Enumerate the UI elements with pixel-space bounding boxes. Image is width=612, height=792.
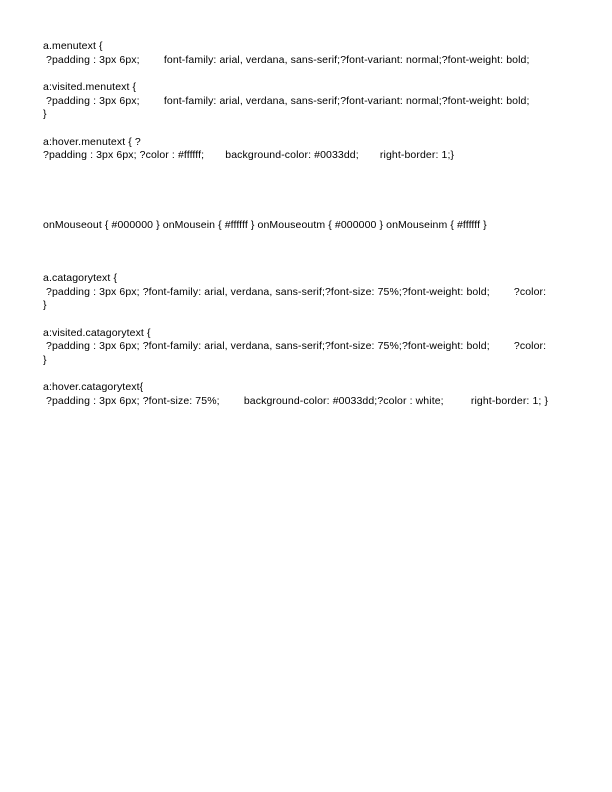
code-line: ?padding : 3px 6px; ?font-family: arial, verdana, sans-serif;?font-size: 75%;?font-weight: bold; ?color:	[43, 340, 547, 352]
code-line: a:hover.catagorytext{	[43, 381, 144, 393]
code-line: }	[43, 299, 47, 311]
code-line: a.catagorytext {	[43, 272, 118, 284]
css-rule-block-a-visited-menutext	[43, 81, 612, 122]
code-line: a.menutext {	[43, 40, 103, 52]
css-rule-block-a-menutext	[43, 40, 612, 67]
code-line: ?padding : 3px 6px; font-family: arial, verdana, sans-serif;?font-variant: normal;?font-weight: bold;	[43, 53, 530, 66]
code-line: ?padding : 3px 6px; font-family: arial, verdana, sans-serif;?font-variant: normal;?font-weight: bold;	[43, 94, 530, 107]
css-rule-block-a-catagorytext	[43, 272, 612, 313]
code-line: }	[43, 108, 47, 120]
css-rule-block-a-hover-menutext	[43, 136, 612, 163]
code-line: onMouseout { #000000 } onMousein { #ffffff } onMouseoutm { #000000 } onMouseinm { #ffffff }	[43, 218, 487, 231]
vertical-gap	[43, 177, 612, 219]
event-handler-list-block	[43, 219, 612, 233]
css-rule-block-a-hover-catagorytext	[43, 381, 612, 408]
code-line: ?padding : 3px 6px; ?font-size: 75%; background-color: #0033dd;?color : white; right-border: 1; }	[43, 394, 549, 407]
css-rule-block-a-visited-catagorytext	[43, 327, 612, 368]
code-line: }	[43, 353, 47, 366]
code-line: a:visited.catagorytext {	[43, 326, 151, 339]
vertical-gap	[43, 246, 612, 272]
code-line: ?padding : 3px 6px; ?color : #ffffff; background-color: #0033dd; right-border: 1;}	[43, 149, 455, 161]
code-line: a:hover.menutext { ?	[43, 135, 141, 148]
code-line: ?padding : 3px 6px; ?font-family: arial, verdana, sans-serif;?font-size: 75%;?font-weight: bold; ?color:	[43, 285, 547, 298]
code-line: a:visited.menutext {	[43, 81, 137, 93]
